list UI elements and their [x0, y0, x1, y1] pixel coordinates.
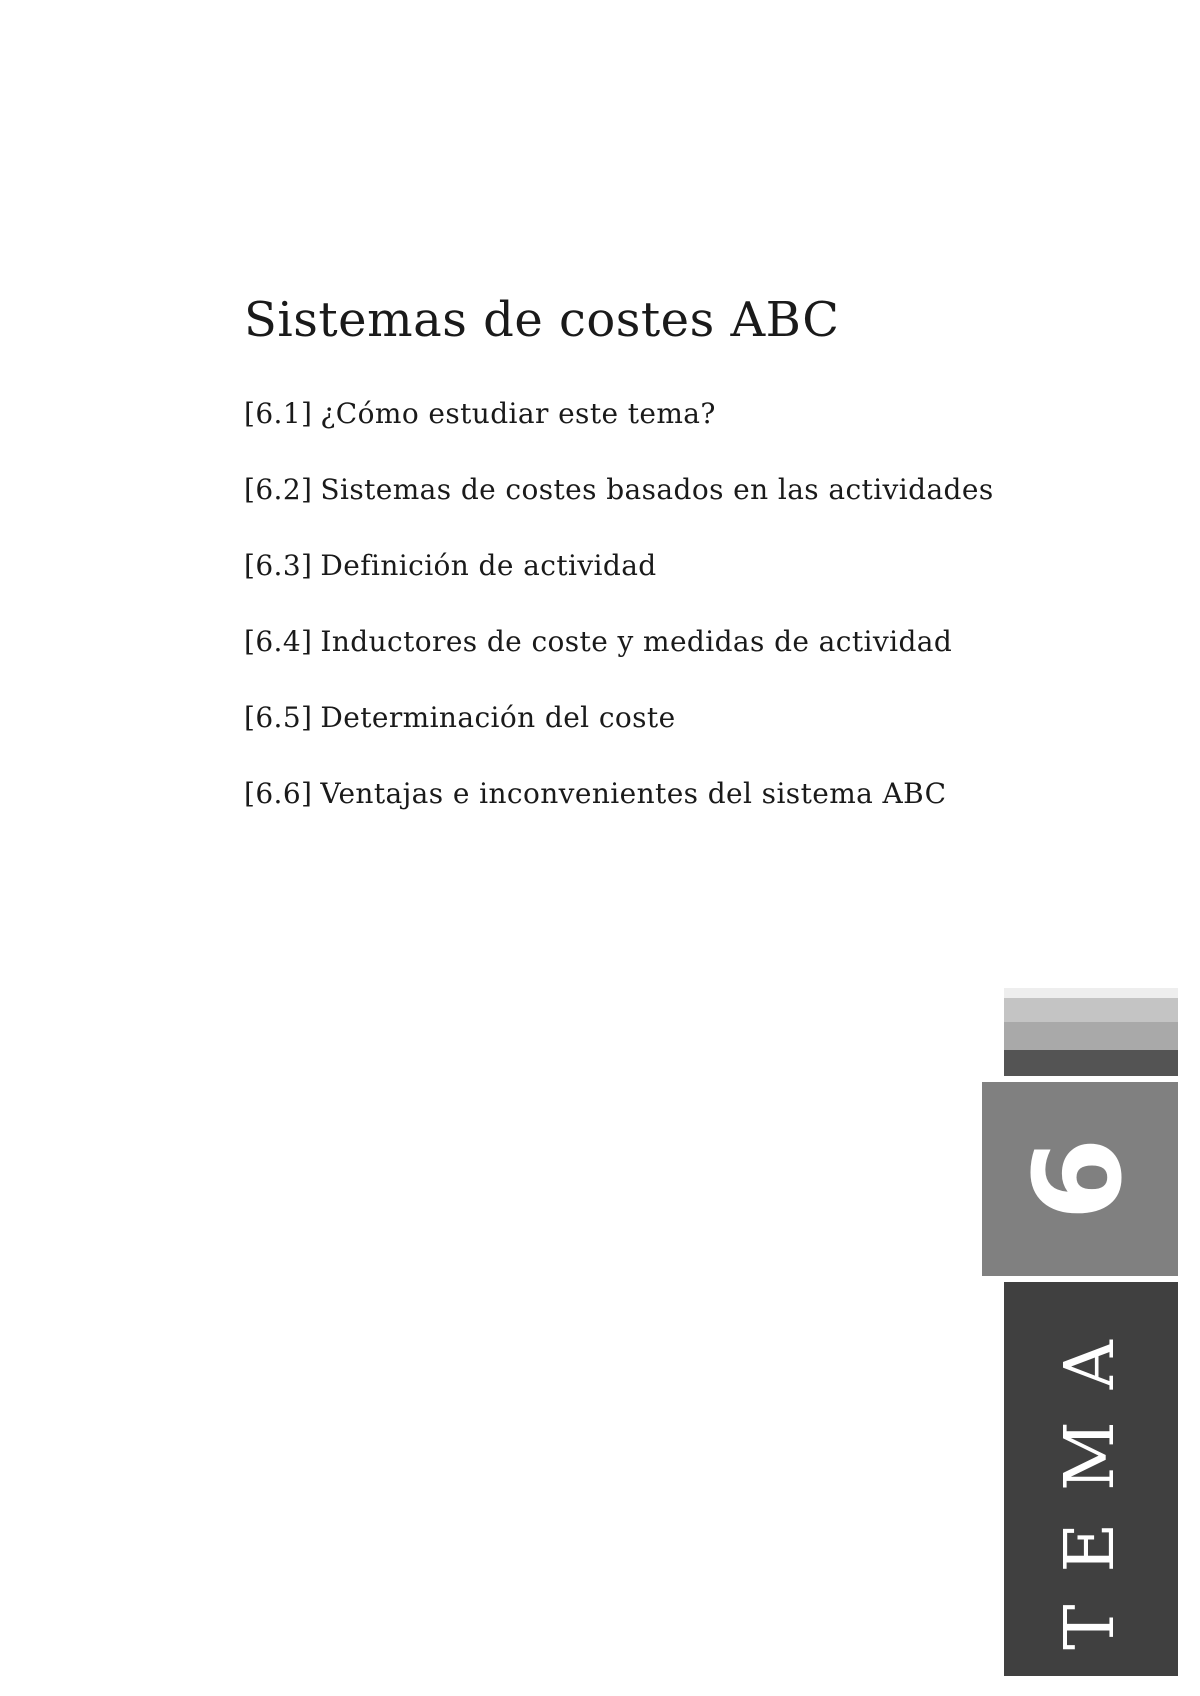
- tab-stripe-pale: [1004, 998, 1178, 1022]
- tab-stripe-medium: [1004, 1022, 1178, 1050]
- toc-label: ¿Cómo estudiar este tema?: [320, 397, 716, 430]
- toc-item-6-1: [244, 396, 1044, 472]
- toc-label: Inductores de coste y medidas de actividad: [320, 625, 953, 658]
- tab-stripe-light: [1004, 988, 1178, 998]
- chapter-label-block: [1004, 1282, 1178, 1676]
- toc-number: [6.3]: [244, 549, 313, 582]
- toc-label: Sistemas de costes basados en las actividades: [320, 473, 994, 506]
- toc-number: [6.4]: [244, 625, 313, 658]
- chapter-label: TEMA: [1051, 1308, 1130, 1650]
- toc-label: Definición de actividad: [320, 549, 657, 582]
- table-of-contents: [244, 396, 1044, 852]
- toc-number: [6.2]: [244, 473, 313, 506]
- toc-item-6-6: [244, 776, 1044, 852]
- chapter-number-block: [982, 1082, 1178, 1276]
- toc-label: Determinación del coste: [320, 701, 676, 734]
- toc-number: [6.5]: [244, 701, 313, 734]
- toc-item-6-3: [244, 548, 1044, 624]
- chapter-number: 6: [1010, 1137, 1149, 1221]
- page-title: Sistemas de costes ABC: [244, 292, 840, 348]
- toc-label: Ventajas e inconvenientes del sistema ABC: [320, 777, 947, 810]
- toc-item-6-2: [244, 472, 1044, 548]
- toc-item-6-4: [244, 624, 1044, 700]
- toc-number: [6.6]: [244, 777, 313, 810]
- tab-stripe-dark: [1004, 1050, 1178, 1076]
- toc-number: [6.1]: [244, 397, 313, 430]
- toc-item-6-5: [244, 700, 1044, 776]
- chapter-contents: [244, 290, 1044, 852]
